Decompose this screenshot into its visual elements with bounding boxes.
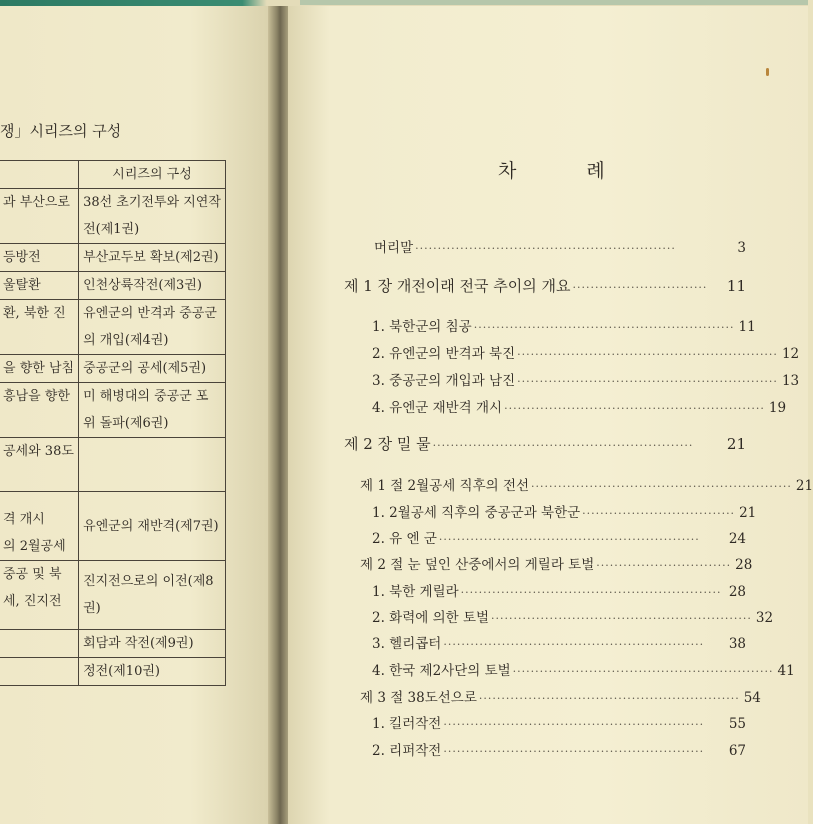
toc-page-number: 55 [728, 716, 746, 732]
table-row [0, 630, 226, 658]
table-cell: 격 개시 [0, 492, 79, 534]
table-cell: 부산교두보 확보(제2권) [79, 244, 226, 272]
toc-leader: ·························································· [504, 402, 765, 415]
toc-entry[interactable] [372, 632, 746, 652]
toc-leader: ·························································· [443, 638, 705, 651]
toc-entry-label: 제 3 절 38도선으로 [360, 690, 477, 706]
toc-page-number: 21 [739, 505, 757, 521]
toc-entry[interactable] [372, 739, 746, 759]
table-cell [79, 438, 226, 492]
toc-entry[interactable] [372, 396, 787, 416]
toc-entry-label: 3. 헬리콥터 [372, 636, 442, 652]
toc-leader: ·························································· [478, 692, 740, 705]
toc-section[interactable] [360, 474, 813, 494]
table-cell [0, 658, 79, 686]
table-cell [0, 630, 79, 658]
toc-entry[interactable] [372, 659, 795, 679]
table-cell: 을 향한 남침 [0, 355, 79, 383]
toc-entry-label: 제 1 장 개전이래 전국 추이의 개요 [344, 277, 571, 295]
toc-entry-label: 2. 리퍼작전 [372, 743, 442, 759]
toc-entry-label: 머리말 [374, 240, 414, 256]
table-cell: 세, 진지전 [0, 588, 79, 630]
toc-page-number: 11 [726, 277, 746, 295]
table-cell: 중공 및 북 [0, 561, 79, 589]
series-table [0, 160, 226, 686]
table-cell: 유엔군의 반격과 중공군의 개입(제4권) [79, 300, 226, 355]
toc-entry[interactable] [372, 315, 756, 335]
page-mark [766, 68, 769, 76]
toc-leader: ·························································· [443, 745, 705, 758]
toc-entry[interactable] [374, 236, 746, 256]
toc-entry-label: 제 2 장 밀 물 [344, 435, 431, 453]
toc-page-number: 12 [781, 346, 800, 362]
table-cell: 등방전 [0, 244, 79, 272]
toc-page-number: 21 [726, 435, 746, 453]
toc-entry-label: 4. 한국 제2사단의 토벌 [372, 663, 511, 679]
toc-title-char: 차 [498, 160, 519, 182]
toc-page-number: 13 [781, 373, 800, 389]
toc-leader: ·································· [582, 507, 736, 520]
left-page [0, 0, 272, 824]
toc-leader: ·························································· [415, 242, 676, 255]
toc-entry-label: 1. 북한 게릴라 [372, 584, 459, 600]
table-row [0, 355, 226, 383]
table-cell: 흥남을 향한 [0, 383, 79, 438]
table-row [0, 561, 226, 589]
toc-leader: ·························································· [460, 586, 722, 599]
toc-leader: ······························ [572, 281, 708, 294]
toc-leader: ·························································· [438, 533, 700, 546]
table-cell: 회담과 작전(제9권) [79, 630, 226, 658]
toc-entry[interactable] [372, 527, 746, 547]
table-cell: 공세와 38도 [0, 438, 79, 492]
toc-page-number: 24 [728, 531, 746, 547]
toc-leader: ·························································· [443, 718, 705, 731]
table-cell: 울탈환 [0, 272, 79, 300]
table-cell: 의 2월공세 [0, 533, 79, 561]
table-cell: 미 해병대의 중공군 포위 돌파(제6권) [79, 383, 226, 438]
table-header-cell: 시리즈의 구성 [79, 161, 226, 189]
toc-entry-label: 2. 유 엔 군 [372, 531, 437, 547]
toc-chapter[interactable] [344, 275, 746, 296]
toc-page-number: 28 [735, 557, 753, 573]
table-row [0, 383, 226, 438]
toc-section[interactable] [360, 686, 761, 706]
toc-title-char: 례 [586, 160, 607, 182]
toc-page-number: 54 [743, 690, 761, 706]
toc-page-number: 32 [755, 610, 774, 626]
table-row [0, 300, 226, 355]
toc-entry-label: 3. 중공군의 개입과 남진 [372, 373, 516, 389]
toc-leader: ······························ [596, 559, 732, 572]
toc-leader: ·························································· [473, 321, 735, 334]
table-cell: 유엔군의 재반격(제7권) [79, 492, 226, 561]
table-row [0, 658, 226, 686]
table-header-cell [0, 161, 79, 189]
toc-entry[interactable] [372, 712, 746, 732]
table-cell: 과 부산으로 [0, 189, 79, 244]
toc-entry-label: 1. 북한군의 침공 [372, 319, 472, 335]
toc-entry-label: 제 1 절 2월공세 직후의 전선 [360, 478, 530, 494]
toc-leader: ·························································· [432, 439, 694, 452]
table-row [0, 189, 226, 244]
toc-page-number: 3 [737, 240, 746, 256]
toc-entry[interactable] [372, 342, 800, 362]
toc-page-number: 28 [728, 584, 746, 600]
toc-page-number: 41 [777, 663, 795, 679]
toc-leader: ·························································· [531, 480, 792, 493]
toc-entry-label: 2. 유엔군의 반격과 북진 [372, 346, 516, 362]
table-cell: 진지전으로의 이전(제8권) [79, 561, 226, 630]
table-cell: 38선 초기전투와 지연작전(제1권) [79, 189, 226, 244]
toc-entry[interactable] [372, 580, 746, 600]
toc-chapter[interactable] [344, 433, 746, 454]
toc-page-number: 21 [795, 478, 813, 494]
toc-page-number: 11 [738, 319, 756, 335]
table-cell: 중공군의 공세(제5권) [79, 355, 226, 383]
table-row [0, 492, 226, 534]
toc-leader: ·························································· [517, 375, 778, 388]
book-gutter [268, 0, 290, 824]
toc-leader: ·························································· [517, 348, 778, 361]
toc-entry-label: 1. 2월공세 직후의 중공군과 북한군 [372, 505, 581, 521]
toc-leader: ·························································· [512, 665, 774, 678]
table-header-row [0, 161, 226, 189]
toc-section[interactable] [360, 553, 753, 573]
series-heading: 쟁」시리즈의 구성 [0, 122, 122, 140]
toc-entry-label: 2. 화력에 의한 토벌 [372, 610, 490, 626]
toc-page-number: 38 [728, 636, 746, 652]
table-row [0, 244, 226, 272]
table-row [0, 272, 226, 300]
table-cell: 환, 북한 진 [0, 300, 79, 355]
toc-title [498, 156, 607, 183]
table-cell: 인천상륙작전(제3권) [79, 272, 226, 300]
toc-entry-label: 제 2 절 눈 덮인 산중에서의 게릴라 토벌 [360, 557, 595, 573]
toc-leader: ·························································· [491, 612, 752, 625]
toc-entry[interactable] [372, 369, 800, 389]
table-row [0, 438, 226, 492]
toc-entry-label: 1. 킬러작전 [372, 716, 442, 732]
toc-entry[interactable] [372, 501, 757, 521]
toc-entry-label: 4. 유엔군 재반격 개시 [372, 400, 503, 416]
toc-page-number: 67 [728, 743, 746, 759]
top-edge-tint [300, 0, 808, 5]
toc-entry[interactable] [372, 606, 774, 626]
toc-page-number: 19 [768, 400, 787, 416]
table-cell: 정전(제10권) [79, 658, 226, 686]
